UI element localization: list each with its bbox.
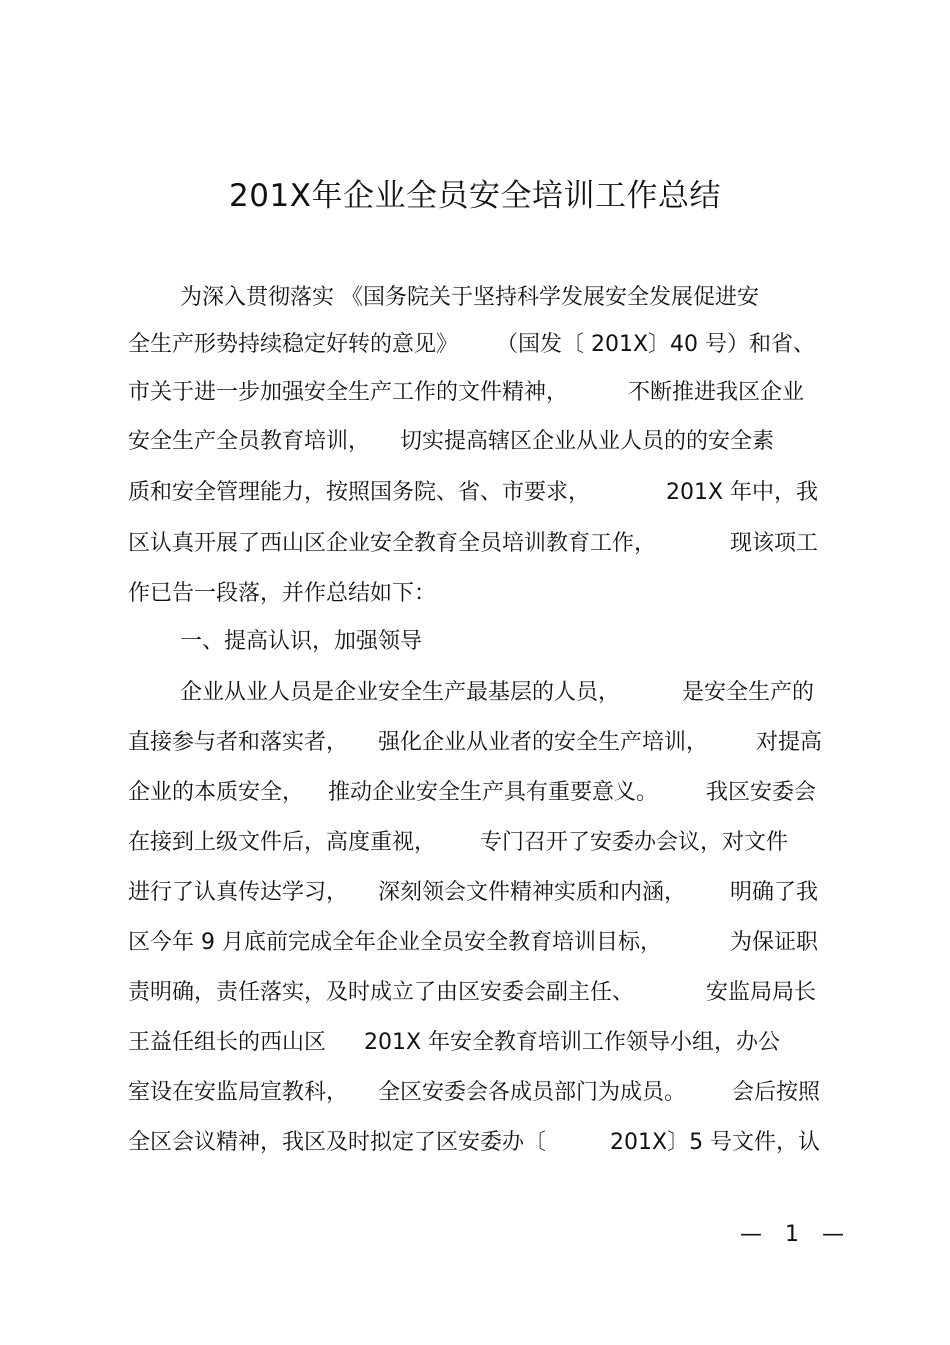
text-segment: 是安全生产的 <box>682 680 815 705</box>
text-segment: 推动企业安全生产具有重要意义。 <box>328 780 659 805</box>
text-segment: 王益任组长的西山区 <box>128 1030 327 1055</box>
paragraph-line <box>0 576 950 612</box>
paragraph-line <box>0 675 950 711</box>
text-segment: 企业的本质安全， <box>128 780 305 805</box>
text-segment: 为保证职 <box>730 930 819 955</box>
text-segment: 质和安全管理能力，按照国务院、省、市要求， <box>128 480 591 505</box>
text-segment: 市关于进一步加强安全生产工作的文件精神， <box>128 380 569 405</box>
text-segment: 深刻领会文件精神实质和内涵， <box>378 880 687 905</box>
text-segment: 明确了我 <box>730 880 819 905</box>
text-segment: 区认真开展了西山区企业安全教育全员培训教育工作， <box>128 531 657 556</box>
paragraph-line <box>0 424 950 460</box>
paragraph-line <box>0 1025 950 1061</box>
text-segment: 在接到上级文件后，高度重视， <box>128 830 437 855</box>
text-segment: 全区会议精神，我区及时拟定了区安委办〔 <box>128 1130 547 1155</box>
paragraph-line <box>0 1075 950 1111</box>
text-segment: 强化企业从业者的安全生产培训， <box>378 730 709 755</box>
text-segment: 专门召开了安委办会议，对文件 <box>480 830 789 855</box>
page-number: — 1 — <box>740 1222 852 1247</box>
text-segment: 直接参与者和落实者， <box>128 730 349 755</box>
text-segment: 责明确，责任落实，及时成立了由区安委会副主任、 <box>128 980 635 1005</box>
text-segment: 安全生产全员教育培训， <box>128 429 371 454</box>
text-segment: 现该项工 <box>730 531 819 556</box>
paragraph-line <box>0 475 950 511</box>
text-segment: 室设在安监局宣教科， <box>128 1080 349 1105</box>
text-segment: 201X〕5 号文件，认 <box>610 1130 821 1155</box>
text-segment: 安监局局长 <box>706 980 817 1005</box>
document-title: 201X年企业全员安全培训工作总结 <box>229 178 721 214</box>
paragraph-line <box>0 925 950 961</box>
text-segment: 为深入贯彻落实 《国务院关于坚持科学发展安全发展促进安 <box>180 285 759 310</box>
paragraph-line <box>0 280 950 316</box>
text-segment: 切实提高辖区企业从业人员的的安全素 <box>400 429 775 454</box>
paragraph-line <box>0 375 950 411</box>
paragraph-line <box>0 975 950 1011</box>
text-segment: 我区安委会 <box>706 780 817 805</box>
paragraph-line <box>0 327 950 363</box>
text-segment: 全区安委会各成员部门为成员。 <box>378 1080 687 1105</box>
text-segment: 区今年 9 月底前完成全年企业全员安全教育培训目标， <box>128 930 662 955</box>
text-segment: 进行了认真传达学习， <box>128 880 349 905</box>
paragraph-line <box>0 875 950 911</box>
text-segment: 不断推进我区企业 <box>628 380 805 405</box>
text-segment: 201X 年中，我 <box>666 480 819 505</box>
text-segment: 全生产形势持续稳定好转的意见》 <box>128 332 459 357</box>
text-segment: 会后按照 <box>732 1080 821 1105</box>
text-segment: 作已告一段落，并作总结如下： <box>128 581 437 606</box>
paragraph-line <box>0 825 950 861</box>
text-segment: （国发〔 201X〕40 号）和省、 <box>496 332 816 357</box>
section-heading <box>0 624 950 660</box>
text-segment: 201X 年安全教育培训工作领导小组，办公 <box>364 1030 781 1055</box>
section-heading-text: 一、提高认识，加强领导 <box>180 629 423 654</box>
paragraph-line <box>0 725 950 761</box>
paragraph-line <box>0 526 950 562</box>
text-segment: 对提高 <box>756 730 823 755</box>
paragraph-line <box>0 1125 950 1161</box>
paragraph-line <box>0 775 950 811</box>
text-segment: 企业从业人员是企业安全生产最基层的人员， <box>180 680 621 705</box>
